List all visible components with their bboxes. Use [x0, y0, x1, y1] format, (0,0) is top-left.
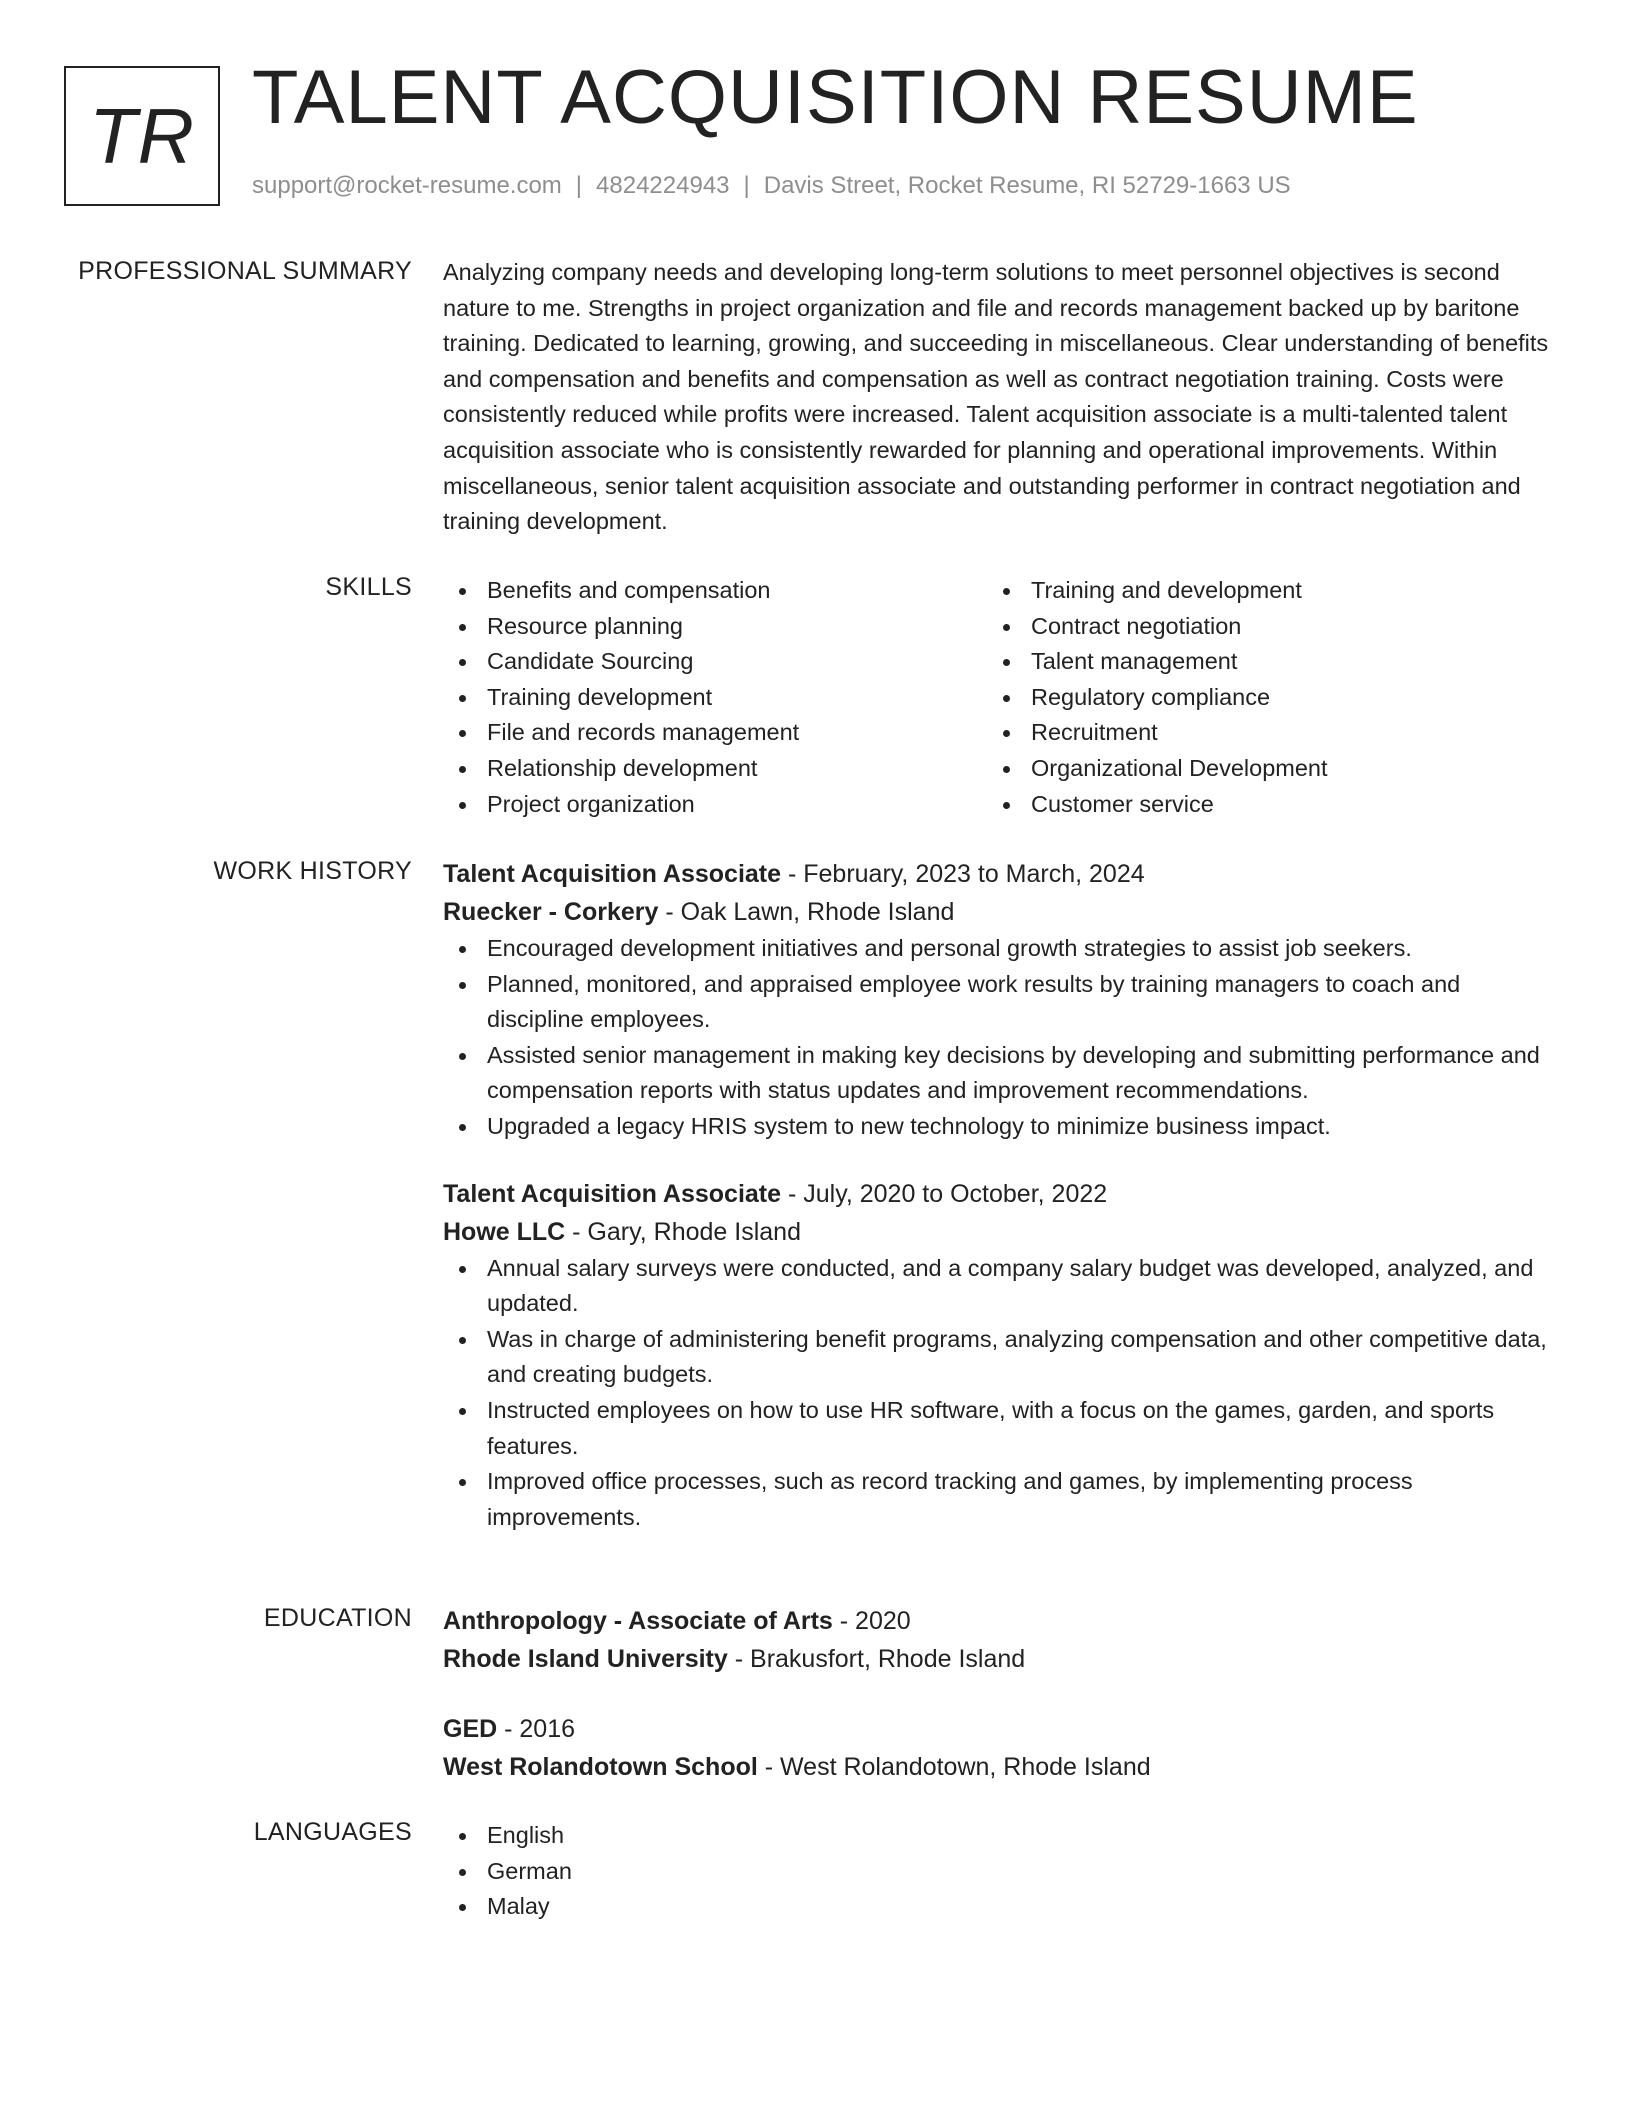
degree-year: - 2020 [832, 1607, 911, 1635]
skills-columns [443, 573, 1558, 822]
list-item: German [487, 1854, 1558, 1890]
degree-name: Anthropology - Associate of Arts [443, 1607, 833, 1635]
education-heading: EDUCATION [263, 1604, 412, 1632]
monogram-badge [64, 66, 220, 206]
list-item: Resource planning [487, 609, 987, 645]
job-entry [443, 855, 1558, 1145]
list-item: Benefits and compensation [487, 573, 987, 609]
list-item: Regulatory compliance [1031, 680, 1531, 716]
contact-phone: 4824224943 [596, 172, 730, 199]
languages-heading: LANGUAGES [253, 1818, 412, 1846]
list-item: Malay [487, 1889, 1558, 1925]
degree-year: - 2016 [497, 1715, 576, 1743]
job-duties-list [443, 1251, 1558, 1536]
list-item: Planned, monitored, and appraised employee work results by training managers to coach and discipline employees. [487, 967, 1558, 1038]
job-title: Talent Acquisition Associate [443, 1179, 782, 1208]
job-title-line [443, 1175, 1558, 1213]
list-item: Encouraged development initiatives and personal growth strategies to assist job seekers. [487, 931, 1558, 967]
summary-body [443, 255, 1558, 540]
contact-line [252, 172, 1291, 200]
education-body [443, 1602, 1558, 1786]
school-line [443, 1640, 1558, 1678]
languages-body [443, 1818, 1558, 1925]
company-line [443, 893, 1558, 931]
work-history-body [443, 855, 1558, 1535]
skills-heading: SKILLS [325, 573, 412, 601]
degree-line [443, 1710, 1558, 1748]
contact-email: support@rocket-resume.com [252, 172, 562, 199]
degree-name: GED [443, 1715, 498, 1743]
list-item: Candidate Sourcing [487, 644, 987, 680]
skills-column-left [443, 573, 987, 822]
list-item: Assisted senior management in making key decisions by developing and submitting performance and compensation reports with status updates and improvement recommendations. [487, 1038, 1558, 1109]
job-entry [443, 1175, 1558, 1536]
list-item: Improved office processes, such as record tracking and games, by implementing process improvements. [487, 1464, 1558, 1535]
monogram-text: TR [89, 91, 195, 180]
languages-list [443, 1818, 1558, 1925]
list-item: English [487, 1818, 1558, 1854]
contact-address: Davis Street, Rocket Resume, RI 52729-1663 US [763, 172, 1291, 199]
skills-body [443, 573, 1558, 822]
skills-column-right [987, 573, 1531, 822]
skills-list-left [443, 573, 987, 822]
company-location: - Oak Lawn, Rhode Island [658, 898, 955, 926]
job-dates: - February, 2023 to March, 2024 [781, 860, 1145, 888]
company-name: Howe LLC [443, 1217, 566, 1246]
list-item: Annual salary surveys were conducted, and a company salary budget was developed, analyzed, and updated. [487, 1251, 1558, 1322]
job-dates: - July, 2020 to October, 2022 [781, 1179, 1108, 1208]
list-item: Contract negotiation [1031, 609, 1531, 645]
company-location: - Gary, Rhode Island [565, 1217, 801, 1246]
school-line [443, 1748, 1558, 1786]
resume-title: TALENT ACQUISITION RESUME [252, 55, 1419, 140]
list-item: Training and development [1031, 573, 1531, 609]
degree-line [443, 1602, 1558, 1640]
list-item: Relationship development [487, 751, 987, 787]
list-item: Upgraded a legacy HRIS system to new technology to minimize business impact. [487, 1109, 1558, 1145]
summary-text: Analyzing company needs and developing long-term solutions to meet personnel objectives is second nature to me. Strengths in project organization and file and records management backed up by baritone training. Dedicated to learning, growing, and succeeding in miscellaneous. Clear understanding of benefits and compensation and benefits and compensation as well as contract negotiation training. Costs were consistently reduced while profits were increased. Talent acquisition associate is a multi-talented talent acquisition associate who is consistently rewarded for planning and operational improvements. Within miscellaneous, senior talent acquisition associate and outstanding performer in contract negotiation and training development. [443, 259, 1549, 535]
list-item: Customer service [1031, 787, 1531, 823]
list-item: Talent management [1031, 644, 1531, 680]
contact-separator: | [743, 172, 750, 199]
job-title: Talent Acquisition Associate [443, 860, 782, 888]
list-item: File and records management [487, 715, 987, 751]
list-item: Training development [487, 680, 987, 716]
list-item: Instructed employees on how to use HR software, with a focus on the games, garden, and sports features. [487, 1393, 1558, 1464]
school-location: - Brakusfort, Rhode Island [727, 1645, 1026, 1673]
education-entry [443, 1710, 1558, 1786]
summary-heading: PROFESSIONAL SUMMARY [78, 257, 412, 285]
skills-list-right [987, 573, 1531, 822]
list-item: Recruitment [1031, 715, 1531, 751]
contact-separator: | [575, 172, 583, 199]
job-duties-list [443, 931, 1558, 1145]
education-entry [443, 1602, 1558, 1678]
list-item: Organizational Development [1031, 751, 1531, 787]
company-line [443, 1213, 1558, 1251]
list-item: Was in charge of administering benefit programs, analyzing compensation and other competitive data, and creating budgets. [487, 1322, 1558, 1393]
school-name: Rhode Island University [443, 1645, 728, 1673]
job-title-line [443, 855, 1558, 893]
company-name: Ruecker - Corkery [443, 898, 659, 926]
list-item: Project organization [487, 787, 987, 823]
school-name: West Rolandotown School [443, 1753, 758, 1781]
school-location: - West Rolandotown, Rhode Island [757, 1753, 1151, 1781]
work-history-heading: WORK HISTORY [213, 857, 412, 885]
